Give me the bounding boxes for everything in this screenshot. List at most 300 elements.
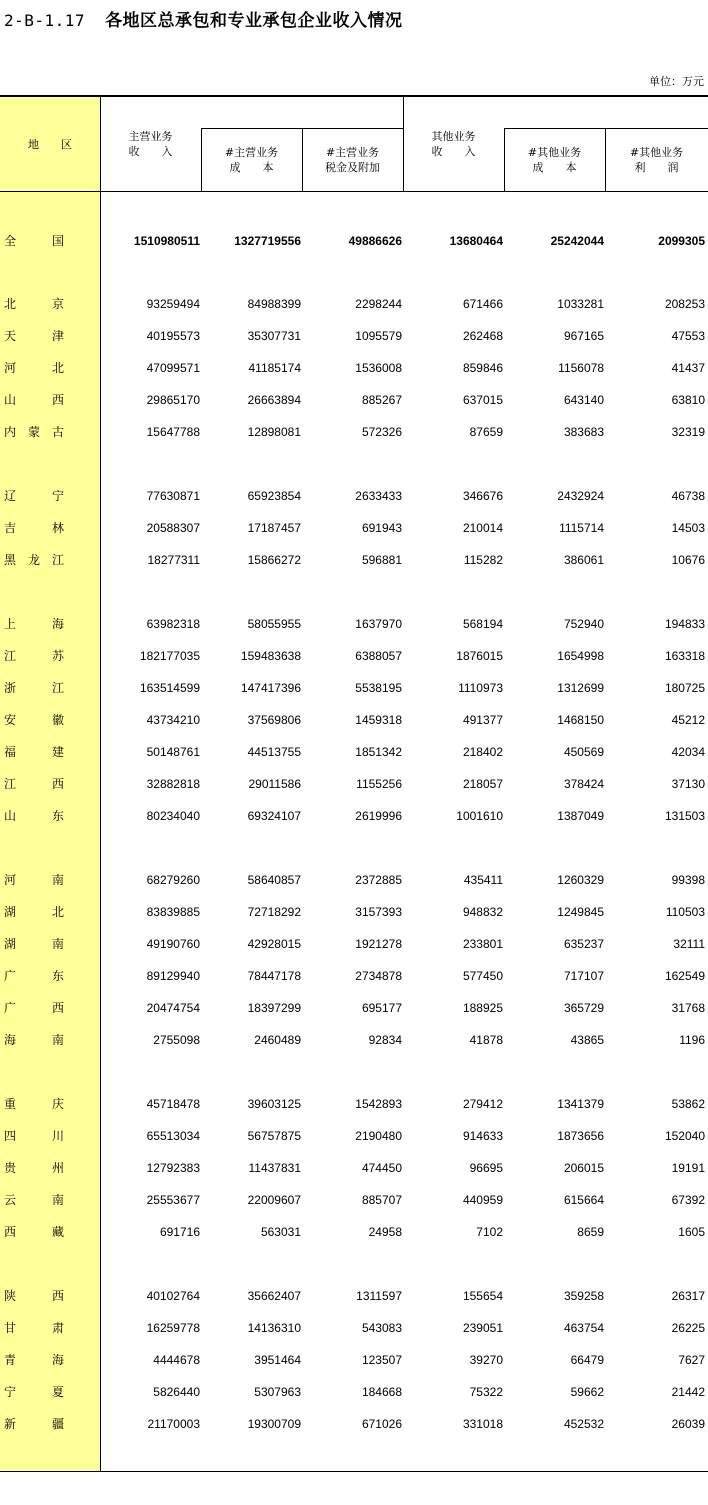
value-cell: 37130 [671,777,705,791]
value-cell: 572326 [361,425,402,439]
value-cell: 35307731 [247,329,301,343]
value-cell: 180725 [664,681,705,695]
value-cell: 4444678 [153,1353,200,1367]
header-main-income-line1: 主营业务 [128,130,173,143]
table-row [0,1222,708,1242]
header-other-profit-line1: #其他业务 [629,146,684,159]
value-cell: 123507 [361,1353,402,1367]
value-cell: 40102764 [146,1289,200,1303]
value-cell: 671026 [361,1417,402,1431]
region-char: 陕 [4,1289,17,1303]
value-cell: 22009607 [247,1193,301,1207]
table-row [0,1126,708,1146]
value-cell: 1542893 [355,1097,402,1111]
value-cell: 15647788 [146,425,200,439]
region-char: 西 [4,1225,17,1239]
region-char: 河 [4,361,17,375]
value-cell: 14136310 [247,1321,301,1335]
value-cell: 1110973 [458,681,503,695]
value-cell: 691943 [361,521,402,535]
value-cell: 182177035 [139,649,200,663]
region-name [4,774,64,794]
value-cell: 17187457 [247,521,301,535]
table-row [0,934,708,954]
region-char: 北 [4,297,17,311]
value-cell: 58640857 [247,873,301,887]
value-cell: 93259494 [146,297,200,311]
value-cell: 45718478 [146,1097,200,1111]
value-cell: 218057 [462,777,503,791]
value-cell: 635237 [563,937,604,951]
value-cell: 87659 [469,425,503,439]
value-cell: 14503 [671,521,705,535]
region-char: 南 [51,873,64,887]
region-char: 东 [51,969,64,983]
header-other-cost-line2: 成 本 [532,161,577,174]
table-row [0,294,708,314]
header-other-cost-line1: #其他业务 [527,146,582,159]
value-cell: 67392 [671,1193,705,1207]
table-bottom-border [0,1471,708,1472]
header-main-income-line2: 收 入 [128,145,173,158]
value-cell: 1468150 [557,713,604,727]
region-char: 夏 [51,1385,64,1399]
header-region: 地 区 [28,138,72,151]
value-cell: 31768 [671,1001,705,1015]
value-cell: 386061 [563,553,604,567]
table-row [0,358,708,378]
value-cell: 96695 [469,1161,503,1175]
region-char: 湖 [4,905,17,919]
region-char: 福 [4,745,17,759]
header-other-profit-line2: 利 润 [634,161,679,174]
value-cell: 5538195 [355,681,402,695]
region-char: 海 [51,1353,64,1367]
value-cell: 78447178 [247,969,301,983]
value-cell: 3157393 [355,905,402,919]
region-char: 湖 [4,937,17,951]
value-cell: 21442 [671,1385,705,1399]
table-name: 各地区总承包和专业承包企业收入情况 [105,11,403,31]
value-cell: 885707 [361,1193,402,1207]
value-cell: 11437831 [248,1161,301,1175]
value-cell: 7627 [678,1353,705,1367]
value-cell: 49190760 [146,937,200,951]
value-cell: 159483638 [240,649,301,663]
value-cell: 20588307 [146,521,200,535]
region-char: 州 [51,1161,64,1175]
value-cell: 1341379 [557,1097,604,1111]
region-char: 安 [4,713,17,727]
region-char: 重 [4,1097,17,1111]
table-row [0,998,708,1018]
value-cell: 2755098 [153,1033,200,1047]
value-cell: 543083 [361,1321,402,1335]
region-name [4,934,64,954]
value-cell: 8659 [577,1225,604,1239]
table-row [0,422,708,442]
unit-label: 单位：万元 [649,75,704,88]
value-cell: 89129940 [146,969,200,983]
value-cell: 43865 [570,1033,604,1047]
table-title [4,6,403,31]
value-cell: 39270 [469,1353,503,1367]
region-char: 四 [4,1129,17,1143]
value-cell: 77630871 [146,489,200,503]
value-cell: 26039 [671,1417,705,1431]
value-cell: 188925 [462,1001,503,1015]
region-char: 海 [51,617,64,631]
region-char: 徽 [51,713,64,727]
value-cell: 440959 [462,1193,503,1207]
header-main-tax [302,145,403,175]
region-char: 浙 [4,681,17,695]
table-row [0,1190,708,1210]
income-table [0,95,708,1472]
value-cell: 50148761 [146,745,200,759]
value-cell: 15866272 [247,553,301,567]
region-name [4,294,64,314]
value-cell: 163318 [664,649,705,663]
region-name [4,1190,64,1210]
header-other-cost [504,145,605,175]
value-cell: 19300709 [247,1417,301,1431]
value-cell: 1605 [678,1225,705,1239]
table-row [0,1094,708,1114]
header-main-cost-line1: #主营业务 [224,146,279,159]
value-cell: 450569 [563,745,604,759]
region-char: 广 [4,1001,17,1015]
value-cell: 6388057 [355,649,402,663]
header-other-profit [605,145,708,175]
value-cell: 75322 [469,1385,503,1399]
region-char: 广 [4,969,17,983]
value-cell: 2190480 [355,1129,402,1143]
value-cell: 671466 [462,297,503,311]
value-cell: 42034 [671,745,705,759]
region-char: 贵 [4,1161,17,1175]
value-cell: 577450 [462,969,503,983]
value-cell: 72718292 [247,905,301,919]
value-cell: 2298244 [355,297,402,311]
value-cell: 49886626 [348,234,402,248]
value-cell: 194833 [664,617,705,631]
value-cell: 1249845 [557,905,604,919]
table-row [0,1318,708,1338]
header-main-income [100,129,201,159]
value-cell: 68279260 [146,873,200,887]
value-cell: 18277311 [147,553,200,567]
region-name [4,806,64,826]
region-name [4,326,64,346]
value-cell: 147417396 [240,681,301,695]
table-code: 2-B-1.17 [4,11,86,30]
region-name [4,486,64,506]
value-cell: 42928015 [247,937,301,951]
value-cell: 41878 [469,1033,503,1047]
header-main-cost-line2: 成 本 [229,161,274,174]
region-char: 上 [4,617,17,631]
value-cell: 12792383 [146,1161,200,1175]
region-char: 海 [4,1033,17,1047]
value-cell: 53862 [671,1097,705,1111]
region-name [4,998,64,1018]
value-cell: 365729 [563,1001,604,1015]
region-char: 宁 [4,1385,17,1399]
value-cell: 32882818 [146,777,200,791]
value-cell: 47099571 [146,361,200,375]
region-name [4,902,64,922]
table-row [0,870,708,890]
region-name [4,870,64,890]
value-cell: 1851342 [355,745,402,759]
region-char: 疆 [51,1417,64,1431]
table-row-total [0,231,708,251]
region-name [4,710,64,730]
value-cell: 1536008 [355,361,402,375]
region-char: 肃 [51,1321,64,1335]
region-char: 南 [51,937,64,951]
value-cell: 967165 [563,329,604,343]
value-cell: 279412 [462,1097,503,1111]
table-row [0,1286,708,1306]
value-cell: 16259778 [146,1321,200,1335]
value-cell: 239051 [462,1321,503,1335]
region-char: 龙 [27,553,40,567]
value-cell: 3951464 [254,1353,301,1367]
region-char: 庆 [51,1097,64,1111]
table-row [0,678,708,698]
value-cell: 1873656 [557,1129,604,1143]
value-cell: 914633 [462,1129,503,1143]
value-cell: 596881 [361,553,402,567]
value-cell: 115282 [463,553,503,567]
header-main-tax-line1: #主营业务 [325,146,380,159]
value-cell: 948832 [462,905,503,919]
value-cell: 1459318 [355,713,402,727]
value-cell: 155654 [462,1289,503,1303]
value-cell: 206015 [563,1161,604,1175]
value-cell: 233801 [462,937,503,951]
value-cell: 1033281 [557,297,604,311]
region-name [4,1158,64,1178]
value-cell: 5826440 [153,1385,200,1399]
region-char: 河 [4,873,17,887]
table-row [0,486,708,506]
table-row [0,774,708,794]
value-cell: 63982318 [146,617,200,631]
table-row [0,1382,708,1402]
table-row [0,326,708,346]
region-char: 江 [51,681,64,695]
region-name [4,358,64,378]
value-cell: 162549 [664,969,705,983]
region-char: 西 [51,1289,64,1303]
value-cell: 131503 [664,809,705,823]
value-cell: 1312699 [557,681,604,695]
value-cell: 1260329 [557,873,604,887]
region-name [4,518,64,538]
value-cell: 1156078 [558,361,604,375]
value-cell: 152040 [664,1129,705,1143]
region-name [4,1382,64,1402]
table-row [0,1414,708,1434]
value-cell: 695177 [361,1001,402,1015]
value-cell: 859846 [462,361,503,375]
value-cell: 163514599 [139,681,200,695]
value-cell: 346676 [462,489,503,503]
value-cell: 184668 [361,1385,402,1399]
value-cell: 41437 [671,361,705,375]
region-char: 东 [51,809,64,823]
value-cell: 29011586 [248,777,301,791]
region-char: 国 [51,234,64,248]
value-cell: 491377 [462,713,503,727]
table-row [0,646,708,666]
value-cell: 44513755 [247,745,301,759]
header-other-income-line2: 收 入 [431,145,476,158]
value-cell: 1654998 [557,649,604,663]
region-name [4,1094,64,1114]
region-name [4,550,64,570]
value-cell: 47553 [671,329,705,343]
value-cell: 615664 [563,1193,604,1207]
value-cell: 1311597 [356,1289,402,1303]
region-name [4,1286,64,1306]
value-cell: 84988399 [247,297,301,311]
header-bottom-border [0,191,708,192]
value-cell: 12898081 [247,425,301,439]
region-char: 山 [4,393,17,407]
value-cell: 26663894 [247,393,301,407]
region-char: 全 [4,234,17,248]
value-cell: 39603125 [247,1097,301,1111]
value-cell: 262468 [462,329,503,343]
region-char: 津 [51,329,64,343]
value-cell: 452532 [563,1417,604,1431]
value-cell: 19191 [671,1161,705,1175]
value-cell: 32111 [673,937,705,951]
value-cell: 99398 [671,873,705,887]
table-row [0,1158,708,1178]
table-row [0,806,708,826]
value-cell: 63810 [671,393,705,407]
header-main-tax-line2: 税金及附加 [325,161,380,174]
value-cell: 2619996 [355,809,402,823]
table-row [0,742,708,762]
region-name [4,422,64,442]
region-name [4,614,64,634]
value-cell: 18397299 [247,1001,301,1015]
value-cell: 2432924 [557,489,604,503]
value-cell: 752940 [563,617,604,631]
value-cell: 80234040 [146,809,200,823]
value-cell: 637015 [462,393,503,407]
region-name [4,1318,64,1338]
value-cell: 210014 [462,521,503,535]
value-cell: 21170003 [147,1417,200,1431]
region-name [4,390,64,410]
value-cell: 1155256 [356,777,402,791]
value-cell: 378424 [563,777,604,791]
header-sub-line-other [504,128,708,129]
region-char: 京 [51,297,64,311]
value-cell: 2099305 [658,234,705,248]
region-char: 山 [4,809,17,823]
table-row [0,966,708,986]
region-char: 西 [51,777,64,791]
value-cell: 32319 [671,425,705,439]
table-row [0,1350,708,1370]
value-cell: 41185174 [248,361,301,375]
value-cell: 26317 [671,1289,705,1303]
region-name [4,1222,64,1242]
region-name [4,1350,64,1370]
region-char: 辽 [4,489,17,503]
region-name [4,646,64,666]
region-char: 江 [51,553,64,567]
table-row [0,902,708,922]
value-cell: 58055955 [247,617,301,631]
table-row [0,518,708,538]
value-cell: 20474754 [146,1001,200,1015]
value-cell: 83839885 [146,905,200,919]
value-cell: 568194 [462,617,503,631]
value-cell: 463754 [563,1321,604,1335]
table-row [0,710,708,730]
value-cell: 65513034 [146,1129,200,1143]
value-cell: 1921278 [355,937,402,951]
value-cell: 37569806 [247,713,301,727]
region-char: 新 [4,1417,17,1431]
value-cell: 1637970 [355,617,402,631]
table-row [0,550,708,570]
value-cell: 435411 [463,873,503,887]
header-main-cost [201,145,302,175]
value-cell: 2460489 [254,1033,301,1047]
table-row [0,614,708,634]
value-cell: 2633433 [355,489,402,503]
value-cell: 2372885 [355,873,402,887]
region-char: 建 [51,745,64,759]
header-other-income-line1: 其他业务 [431,130,476,143]
value-cell: 5307963 [254,1385,301,1399]
value-cell: 2734878 [355,969,402,983]
region-char: 青 [4,1353,17,1367]
region-name [4,1414,64,1434]
value-cell: 13680464 [449,234,503,248]
region-char: 南 [51,1193,64,1207]
header-other-income [403,129,504,159]
value-cell: 29865170 [146,393,200,407]
value-cell: 65923854 [247,489,301,503]
value-cell: 25242044 [550,234,604,248]
region-char: 江 [4,649,17,663]
value-cell: 7102 [476,1225,503,1239]
value-cell: 1387049 [557,809,604,823]
region-char: 西 [51,1001,64,1015]
region-char: 江 [4,777,17,791]
value-cell: 885267 [361,393,402,407]
value-cell: 43734210 [146,713,200,727]
region-char: 黑 [4,553,17,567]
value-cell: 24958 [368,1225,402,1239]
value-cell: 563031 [260,1225,301,1239]
region-char: 甘 [4,1321,17,1335]
value-cell: 69324107 [247,809,301,823]
region-char: 吉 [4,521,17,535]
region-name [4,966,64,986]
